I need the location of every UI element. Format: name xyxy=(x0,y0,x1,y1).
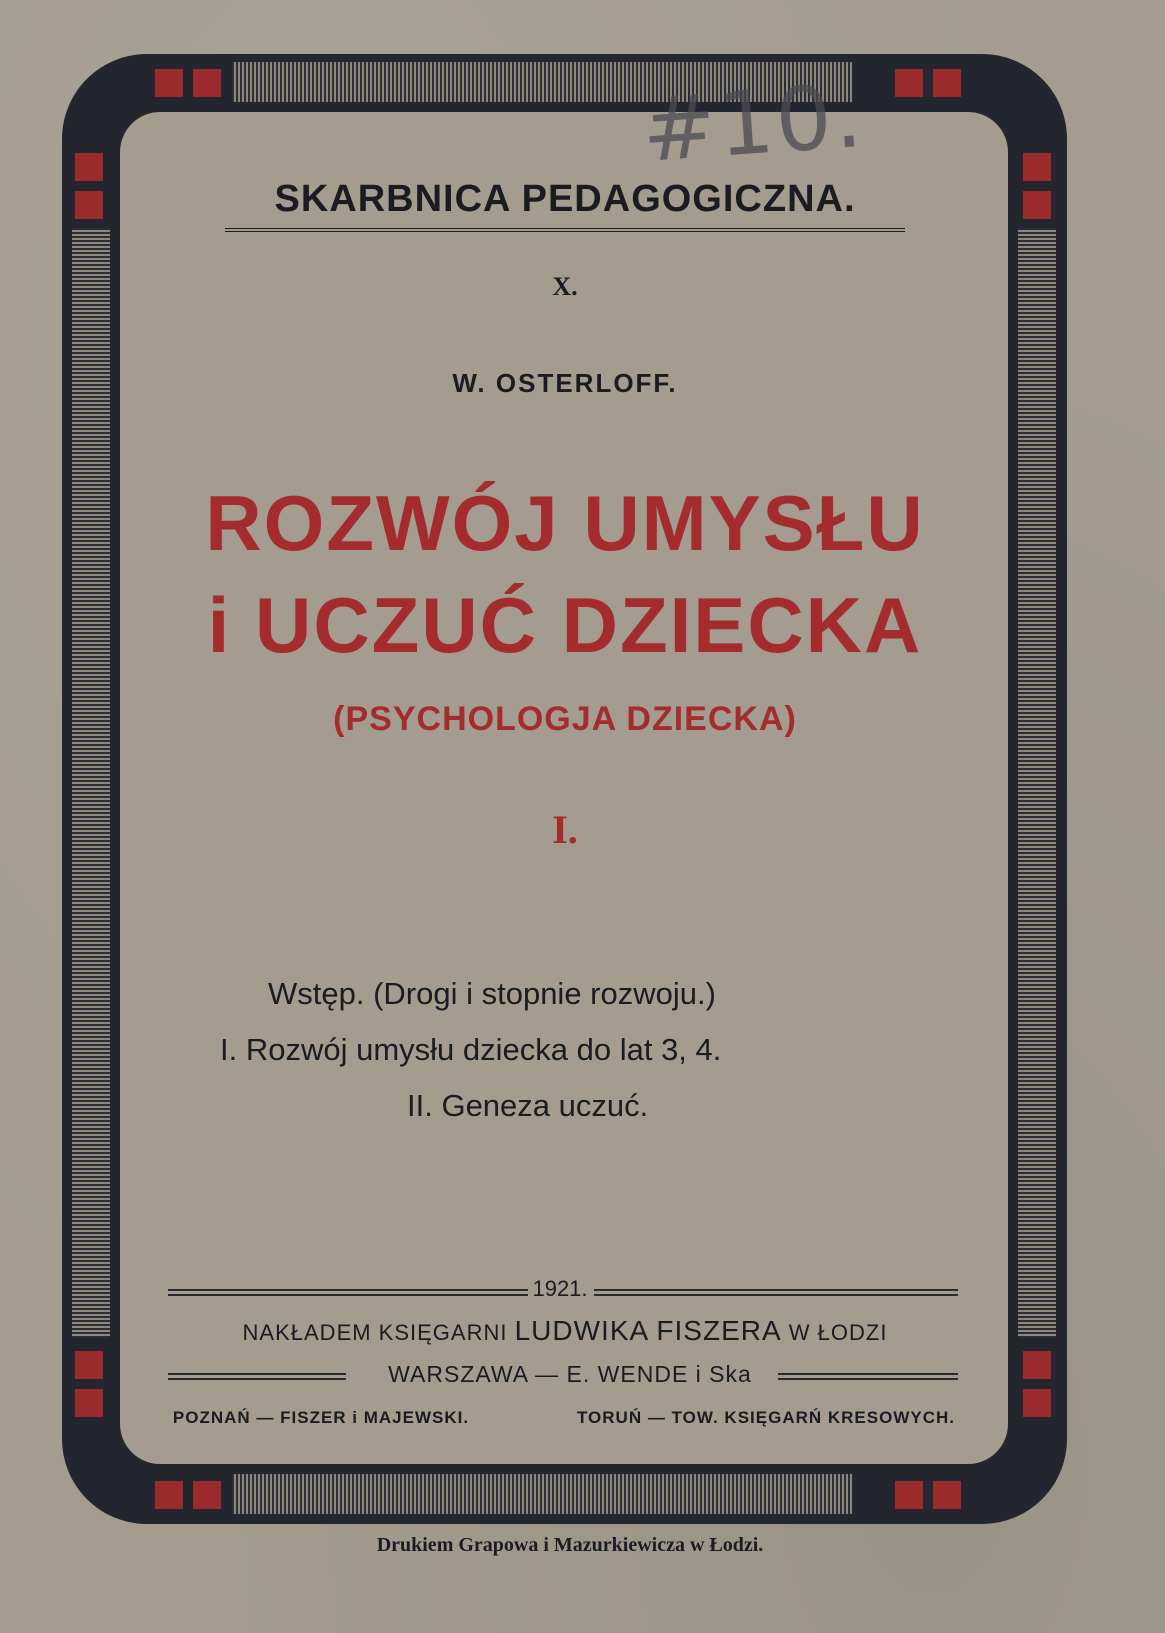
author-name: W. OSTERLOFF. xyxy=(452,368,678,398)
book-title-line-1: ROZWÓJ UMYSŁU xyxy=(205,479,925,567)
contents-item: Wstęp. (Drogi i stopnie rozwoju.) xyxy=(268,976,716,1011)
imprint-rule xyxy=(168,1289,528,1296)
ornament-square xyxy=(930,1478,964,1512)
ornament-square xyxy=(152,1478,186,1512)
series-title: SKARBNICA PEDAGOGICZNA. xyxy=(225,174,905,232)
publisher-name: LUDWIKA FISZERA xyxy=(514,1315,782,1346)
publisher-suffix: W ŁODZI xyxy=(788,1320,888,1345)
ornament-square xyxy=(72,1386,106,1420)
ornament-square xyxy=(1020,150,1054,184)
frame-bottom-stripe xyxy=(232,1474,852,1514)
imprint-rule xyxy=(778,1373,958,1380)
ornament-square xyxy=(1020,1386,1054,1420)
ornament-square xyxy=(72,1348,106,1382)
cover-panel xyxy=(120,112,1008,1464)
ornament-square xyxy=(72,188,106,222)
ornament-square xyxy=(930,66,964,100)
contents-item: II. Geneza uczuć. xyxy=(407,1088,649,1123)
ornament-square xyxy=(152,66,186,100)
imprint-rule xyxy=(594,1289,958,1296)
series-number: X. xyxy=(552,272,578,301)
ornament-square xyxy=(1020,1348,1054,1382)
handwritten-annotation: #10. xyxy=(638,63,867,182)
book-subtitle: (PSYCHOLOGJA DZIECKA) xyxy=(333,700,797,738)
ornament-square xyxy=(72,150,106,184)
branch-torun: TORUŃ — TOW. KSIĘGARŃ KRESOWYCH. xyxy=(576,1408,955,1427)
printer-line: Drukiem Grapowa i Mazurkiewicza w Łodzi. xyxy=(376,1534,764,1556)
contents-item: I. Rozwój umysłu dziecka do lat 3, 4. xyxy=(220,1032,722,1067)
ornament-square xyxy=(892,66,926,100)
publisher-line xyxy=(160,1315,970,1347)
imprint-rule xyxy=(168,1373,346,1380)
warsaw-line: WARSZAWA — E. WENDE i Ska xyxy=(388,1361,752,1387)
frame-left-stripe xyxy=(72,228,110,1338)
publisher-prefix: NAKŁADEM KSIĘGARNI xyxy=(242,1320,508,1345)
ornament-square xyxy=(190,1478,224,1512)
ornament-square xyxy=(1020,188,1054,222)
frame-right-stripe xyxy=(1018,228,1056,1338)
volume-number: I. xyxy=(552,807,578,852)
branch-poznan: POZNAŃ — FISZER i MAJEWSKI. xyxy=(172,1408,470,1427)
ornament-square xyxy=(892,1478,926,1512)
book-title-line-2: i UCZUĆ DZIECKA xyxy=(207,581,923,669)
contents-list xyxy=(210,966,930,1134)
publication-year: 1921. xyxy=(532,1276,588,1301)
ornament-square xyxy=(190,66,224,100)
